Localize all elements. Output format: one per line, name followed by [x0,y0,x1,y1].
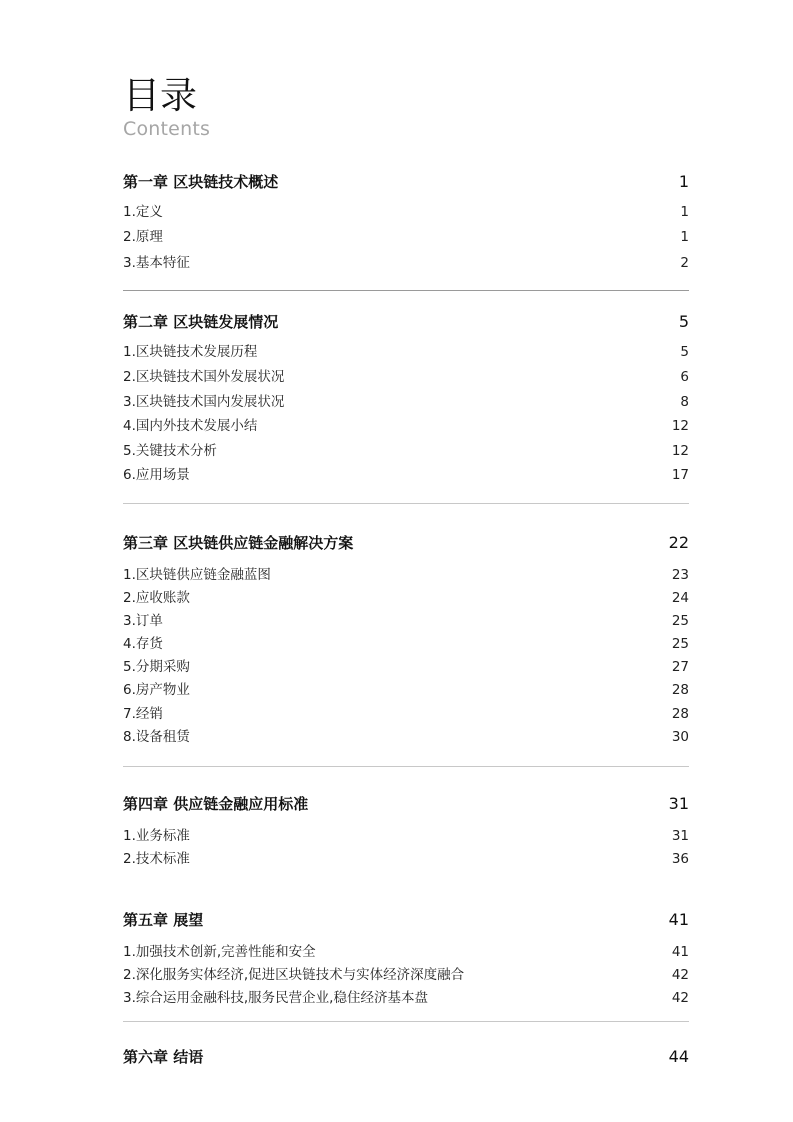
item-label: 3.订单 [123,613,163,629]
toc-chapter-6[interactable] [123,1046,689,1067]
toc-item[interactable] [123,414,689,434]
toc-item[interactable] [123,463,689,483]
item-label: 2.原理 [123,229,163,245]
chapter-page-number: 44 [668,1047,689,1066]
toc-item[interactable] [123,439,689,459]
section-divider [123,503,689,504]
item-label: 8.设备租赁 [123,729,190,745]
toc-item[interactable] [123,609,689,629]
toc-item[interactable] [123,563,689,583]
item-page-number: 28 [671,706,689,722]
item-page-number: 36 [671,851,689,867]
item-label: 4.存货 [123,636,163,652]
item-label: 3.综合运用金融科技,服务民营企业,稳住经济基本盘 [123,990,428,1006]
chapter-page-number: 5 [678,312,689,331]
item-page-number: 25 [671,613,689,629]
page-subtitle: Contents [123,118,211,140]
chapter-title: 第一章 区块链技术概述 [123,173,279,191]
item-page-number: 1 [680,204,689,220]
section-divider [123,766,689,767]
chapter-title: 第六章 结语 [123,1048,204,1066]
toc-chapter-1[interactable] [123,171,689,192]
item-label: 1.业务标准 [123,828,190,844]
toc-item[interactable] [123,963,689,983]
section-divider [123,290,689,291]
item-page-number: 30 [671,729,689,745]
toc-item[interactable] [123,986,689,1006]
toc-item[interactable] [123,251,689,271]
item-label: 5.分期采购 [123,659,190,675]
item-label: 2.应收账款 [123,590,190,606]
item-page-number: 6 [680,369,689,385]
item-page-number: 2 [680,255,689,271]
item-page-number: 25 [671,636,689,652]
item-label: 1.加强技术创新,完善性能和安全 [123,944,316,960]
toc-item[interactable] [123,655,689,675]
toc-chapter-5[interactable] [123,909,689,930]
item-page-number: 12 [671,443,689,459]
toc-chapter-3[interactable] [123,532,689,553]
item-page-number: 23 [671,567,689,583]
page-title: 目录 [123,74,197,117]
toc-item[interactable] [123,847,689,867]
toc-chapter-4[interactable] [123,793,689,814]
toc-item[interactable] [123,225,689,245]
item-page-number: 8 [680,394,689,410]
item-label: 4.国内外技术发展小结 [123,418,258,434]
item-label: 6.应用场景 [123,467,190,483]
chapter-title: 第四章 供应链金融应用标准 [123,795,309,813]
item-label: 2.深化服务实体经济,促进区块链技术与实体经济深度融合 [123,967,465,983]
item-page-number: 28 [671,682,689,698]
toc-item[interactable] [123,940,689,960]
item-label: 6.房产物业 [123,682,190,698]
item-page-number: 24 [671,590,689,606]
toc-item[interactable] [123,824,689,844]
item-label: 2.技术标准 [123,851,190,867]
chapter-page-number: 31 [668,794,689,813]
item-page-number: 1 [680,229,689,245]
item-label: 1.区块链供应链金融蓝图 [123,567,271,583]
item-page-number: 17 [671,467,689,483]
item-label: 1.定义 [123,204,163,220]
toc-item[interactable] [123,586,689,606]
toc-item[interactable] [123,725,689,745]
chapter-page-number: 41 [668,910,689,929]
item-label: 3.区块链技术国内发展状况 [123,394,285,410]
chapter-page-number: 22 [668,533,689,552]
item-label: 1.区块链技术发展历程 [123,344,258,360]
toc-item[interactable] [123,340,689,360]
section-divider [123,1021,689,1022]
chapter-title: 第二章 区块链发展情况 [123,313,279,331]
toc-item[interactable] [123,200,689,220]
toc-chapter-2[interactable] [123,311,689,332]
item-label: 3.基本特征 [123,255,190,271]
item-label: 7.经销 [123,706,163,722]
item-page-number: 42 [671,967,689,983]
toc-item[interactable] [123,390,689,410]
toc-item[interactable] [123,702,689,722]
item-page-number: 27 [671,659,689,675]
item-page-number: 5 [680,344,689,360]
toc-item[interactable] [123,632,689,652]
item-page-number: 41 [671,944,689,960]
item-label: 2.区块链技术国外发展状况 [123,369,285,385]
item-page-number: 42 [671,990,689,1006]
toc-page [123,0,689,1122]
chapter-title: 第五章 展望 [123,911,204,929]
chapter-page-number: 1 [678,172,689,191]
chapter-title: 第三章 区块链供应链金融解决方案 [123,534,354,552]
toc-item[interactable] [123,365,689,385]
item-page-number: 31 [671,828,689,844]
toc-item[interactable] [123,678,689,698]
item-label: 5.关键技术分析 [123,443,217,459]
item-page-number: 12 [671,418,689,434]
